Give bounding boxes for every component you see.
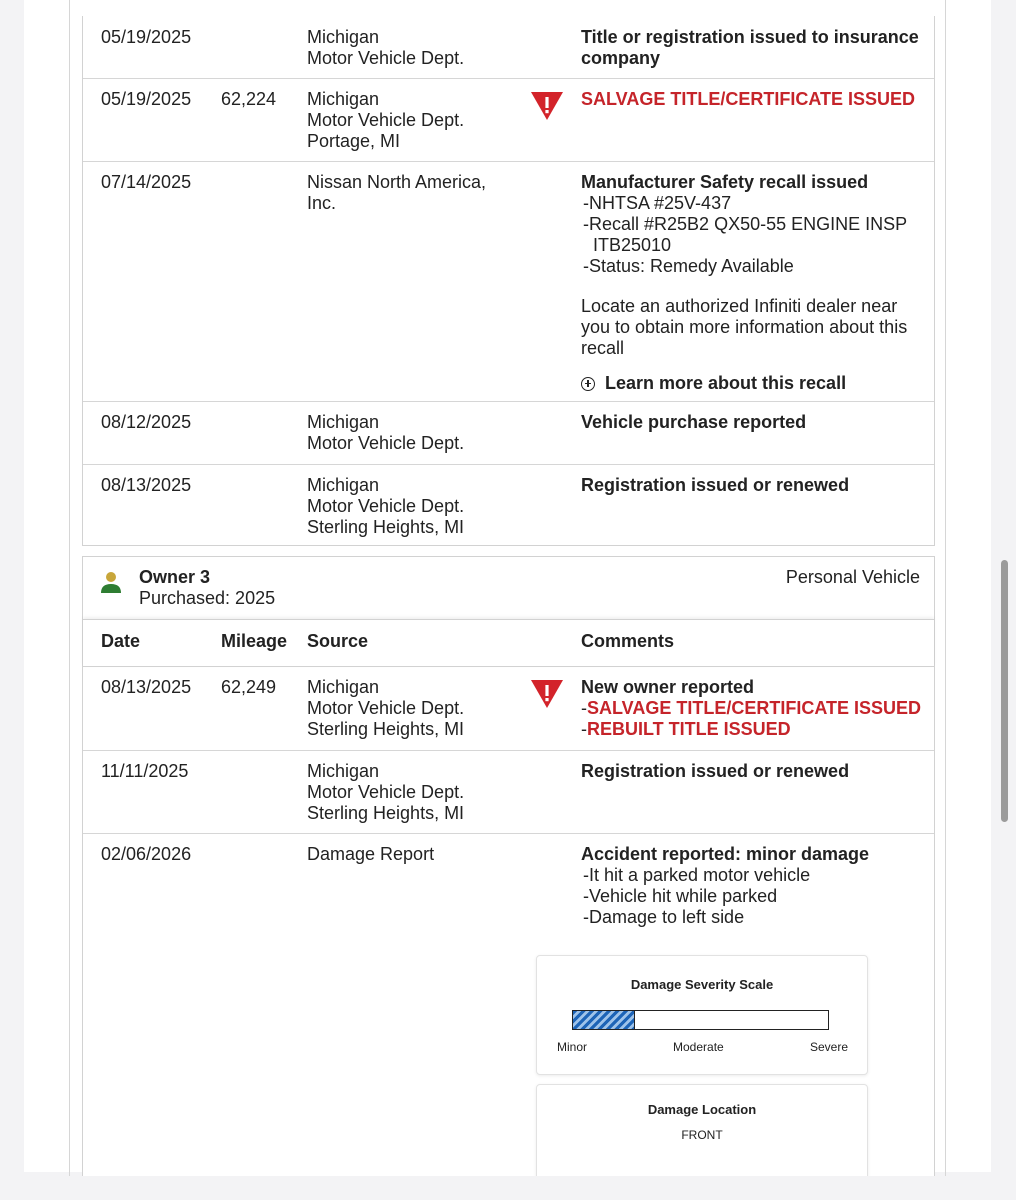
table-row: [83, 78, 934, 161]
vehicle-type: Personal Vehicle: [785, 567, 920, 587]
damage-severity-bar: [572, 1010, 829, 1030]
row-comment: New owner reported -SALVAGE TITLE/CERTIFICATE ISSUED -REBUILT TITLE ISSUED: [581, 677, 926, 740]
table-row: [83, 750, 934, 833]
owner-purchased: Purchased: 2025: [139, 588, 276, 608]
row-comment: Manufacturer Safety recall issued -NHTSA #25V-437 -Recall #R25B2 QX50-55 ENGINE INSP ITB25010 -Status: Remedy Available Locate an authorized Infiniti dealer near you to obtain more information about this recall Learn more about this recall: [581, 172, 926, 394]
recall-bullet: -NHTSA #25V-437: [583, 193, 732, 213]
table-row: [83, 464, 934, 546]
row-source: Nissan North America, Inc.: [307, 172, 487, 213]
header-date: Date: [101, 631, 141, 651]
alert-line: -REBUILT TITLE ISSUED: [581, 719, 791, 739]
table-row: [83, 161, 934, 401]
row-source: Michigan Motor Vehicle Dept. Sterling Heights, MI: [307, 761, 465, 823]
recall-note: Locate an authorized Infiniti dealer near you to obtain more information about this recall: [581, 296, 908, 358]
scale-label-severe: Severe: [810, 1040, 849, 1054]
damage-severity-fill: [573, 1011, 635, 1029]
warning-icon: [530, 91, 564, 121]
row-comment: Accident reported: minor damage -It hit a parked motor vehicle -Vehicle hit while parked -Damage to left side: [581, 844, 926, 928]
row-date: 05/19/2025: [101, 89, 192, 109]
row-date: 08/12/2025: [101, 412, 192, 432]
learn-more-recall-link[interactable]: Learn more about this recall: [581, 373, 926, 394]
header-source: Source: [307, 631, 369, 651]
table-row: [83, 16, 934, 78]
page-border-right: [945, 0, 946, 1176]
row-source: Michigan Motor Vehicle Dept. Sterling Heights, MI: [307, 475, 465, 537]
damage-location-title: Damage Location: [647, 1102, 757, 1117]
scale-label-minor: Minor: [557, 1040, 588, 1054]
owner3-history-card: [82, 556, 935, 1181]
table-row: [83, 667, 934, 750]
owner-header: [83, 557, 934, 619]
row-source: Michigan Motor Vehicle Dept. Portage, MI: [307, 89, 465, 151]
row-date: 11/11/2025: [101, 761, 189, 781]
damage-severity-card: [536, 955, 868, 1075]
plus-circle-icon: [581, 377, 595, 391]
row-date: 02/06/2026: [101, 844, 192, 864]
row-source: Michigan Motor Vehicle Dept. Sterling Heights, MI: [307, 677, 465, 739]
row-comment: Registration issued or renewed: [581, 475, 850, 495]
row-date: 08/13/2025: [101, 475, 192, 495]
row-comment: Title or registration issued to insurance company: [581, 27, 919, 68]
header-comments: Comments: [581, 631, 675, 651]
header-mileage: Mileage: [221, 631, 288, 651]
row-source: Michigan Motor Vehicle Dept.: [307, 412, 465, 453]
row-date: 07/14/2025: [101, 172, 192, 192]
damage-location-label: FRONT: [681, 1128, 723, 1142]
page-border-left: [69, 0, 70, 1176]
person-icon: [101, 571, 121, 593]
warning-icon: [530, 679, 564, 709]
row-comment: Vehicle purchase reported: [581, 412, 807, 432]
recall-bullet: -Recall #R25B2 QX50-55 ENGINE INSP ITB25010: [583, 214, 907, 255]
scale-label-moderate: Moderate: [673, 1040, 724, 1054]
recall-bullet: -Status: Remedy Available: [583, 256, 794, 276]
damage-bullet: -Damage to left side: [583, 907, 745, 927]
owner2-history-table: [82, 16, 935, 546]
damage-severity-title: Damage Severity Scale: [630, 977, 774, 992]
row-date: 08/13/2025: [101, 677, 192, 697]
row-source: Damage Report: [307, 844, 435, 864]
scrollbar-thumb[interactable]: [1001, 560, 1008, 822]
damage-bullet: -Vehicle hit while parked: [583, 886, 778, 906]
row-mileage: 62,249: [221, 677, 277, 697]
damage-bullet: -It hit a parked motor vehicle: [583, 865, 811, 885]
alert-line: -SALVAGE TITLE/CERTIFICATE ISSUED: [581, 698, 922, 718]
owner-title: Owner 3: [139, 567, 211, 587]
row-comment: Registration issued or renewed: [581, 761, 850, 781]
bottom-margin: [0, 1176, 1016, 1200]
row-date: 05/19/2025: [101, 27, 192, 47]
row-mileage: 62,224: [221, 89, 277, 109]
table-row: [83, 833, 934, 1182]
row-comment-alert: SALVAGE TITLE/CERTIFICATE ISSUED: [581, 89, 916, 109]
table-header: [83, 619, 934, 667]
table-row: [83, 401, 934, 464]
row-source: Michigan Motor Vehicle Dept.: [307, 27, 465, 68]
